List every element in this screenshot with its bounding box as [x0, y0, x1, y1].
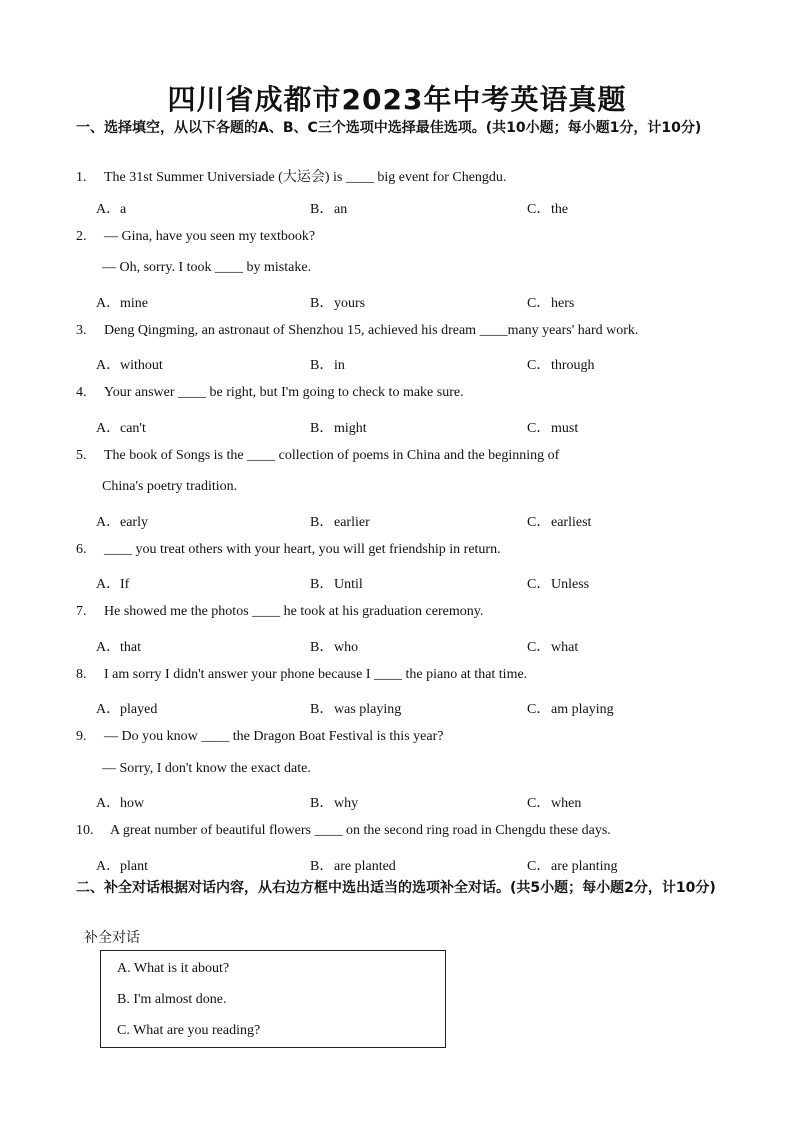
q7-option-a[interactable]: A．that [96, 640, 141, 655]
q3-option-b[interactable]: B．in [310, 358, 345, 373]
q9-option-b[interactable]: B．why [310, 796, 359, 811]
question-text: ____ you treat others with your heart, you will get friendship in return. [104, 542, 501, 557]
q6-option-a[interactable]: A．If [96, 577, 130, 592]
q2-option-b[interactable]: B．yours [310, 296, 366, 311]
question-number: 10. [76, 823, 94, 838]
question-number: 5. [76, 448, 87, 463]
q9-option-c[interactable]: C．when [527, 796, 582, 811]
dialogue-sub-label: 补全对话 [84, 931, 140, 946]
box-option-c: C. What are you reading? [117, 1023, 261, 1038]
q10-option-b[interactable]: B．are planted [310, 859, 396, 874]
question-number: 9. [76, 729, 87, 744]
question-text: A great number of beautiful flowers ____ on the second ring road in Chengdu these days. [110, 823, 611, 838]
box-option-b: B. I'm almost done. [117, 992, 227, 1007]
q8-option-b[interactable]: B．was playing [310, 702, 402, 717]
section-2-heading: 二、补全对话根据对话内容，从右边方框中选出适当的选项补全对话。(共5小题；每小题2分，计10分) [76, 880, 716, 896]
question-5-continuation: China's poetry tradition. [102, 479, 238, 494]
q8-option-c[interactable]: C．am playing [527, 702, 614, 717]
q1-option-a[interactable]: A．a [96, 202, 127, 217]
q2-option-a[interactable]: A．mine [96, 296, 148, 311]
page-title: 四川省成都市2023年中考英语真题 [167, 83, 627, 116]
q5-option-b[interactable]: B．earlier [310, 515, 370, 530]
question-number: 3. [76, 323, 87, 338]
q5-option-a[interactable]: A．early [96, 515, 148, 530]
question-number: 7. [76, 604, 87, 619]
q4-option-a[interactable]: A．can't [96, 421, 146, 436]
q4-option-c[interactable]: C．must [527, 421, 579, 436]
q7-option-c[interactable]: C．what [527, 640, 579, 655]
q6-option-c[interactable]: C．Unless [527, 577, 590, 592]
box-option-a: A. What is it about? [117, 961, 230, 976]
question-4 [76, 385, 464, 401]
question-text: He showed me the photos ____ he took at his graduation ceremony. [104, 604, 484, 619]
q5-option-c[interactable]: C．earliest [527, 515, 592, 530]
question-text: The book of Songs is the ____ collection of poems in China and the beginning of [104, 448, 560, 463]
question-8 [76, 667, 527, 683]
question-9 [76, 729, 443, 745]
question-number: 2. [76, 229, 87, 244]
question-1 [76, 166, 506, 186]
question-9-continuation: — Sorry, I don't know the exact date. [102, 761, 311, 776]
q10-option-a[interactable]: A．plant [96, 859, 148, 874]
question-text: Your answer ____ be right, but I'm going to check to make sure. [104, 385, 464, 400]
q8-option-a[interactable]: A．played [96, 702, 158, 717]
question-2 [76, 229, 315, 245]
question-2-continuation: — Oh, sorry. I took ____ by mistake. [102, 260, 312, 275]
q10-option-c[interactable]: C．are planting [527, 859, 618, 874]
question-10 [76, 823, 611, 839]
question-3 [76, 323, 638, 339]
question-number: 8. [76, 667, 87, 682]
q2-option-c[interactable]: C．hers [527, 296, 575, 311]
question-text: I am sorry I didn't answer your phone because I ____ the piano at that time. [104, 667, 528, 682]
question-7 [76, 604, 483, 620]
q6-option-b[interactable]: B．Until [310, 577, 363, 592]
question-number: 1. [76, 170, 87, 185]
question-6 [76, 542, 501, 558]
q1-option-b[interactable]: B．an [310, 202, 348, 217]
question-5 [76, 448, 559, 464]
question-number: 6. [76, 542, 87, 557]
question-text: The 31st Summer Universiade (大运会) is ____ big event for Chengdu. [104, 170, 507, 185]
q3-option-a[interactable]: A．without [96, 358, 163, 373]
q4-option-b[interactable]: B．might [310, 421, 367, 436]
q3-option-c[interactable]: C．through [527, 358, 595, 373]
question-text: — Gina, have you seen my textbook? [104, 229, 316, 244]
section-1-heading: 一、选择填空，从以下各题的A、B、C三个选项中选择最佳选项。(共10小题；每小题1分，计10分) [76, 120, 702, 136]
question-text: Deng Qingming, an astronaut of Shenzhou 15, achieved his dream ____many years' hard work. [104, 323, 639, 338]
question-number: 4. [76, 385, 87, 400]
options-box [100, 950, 446, 1048]
question-text: — Do you know ____ the Dragon Boat Festival is this year? [104, 729, 444, 744]
q7-option-b[interactable]: B．who [310, 640, 359, 655]
q9-option-a[interactable]: A．how [96, 796, 145, 811]
q1-option-c[interactable]: C．the [527, 202, 569, 217]
